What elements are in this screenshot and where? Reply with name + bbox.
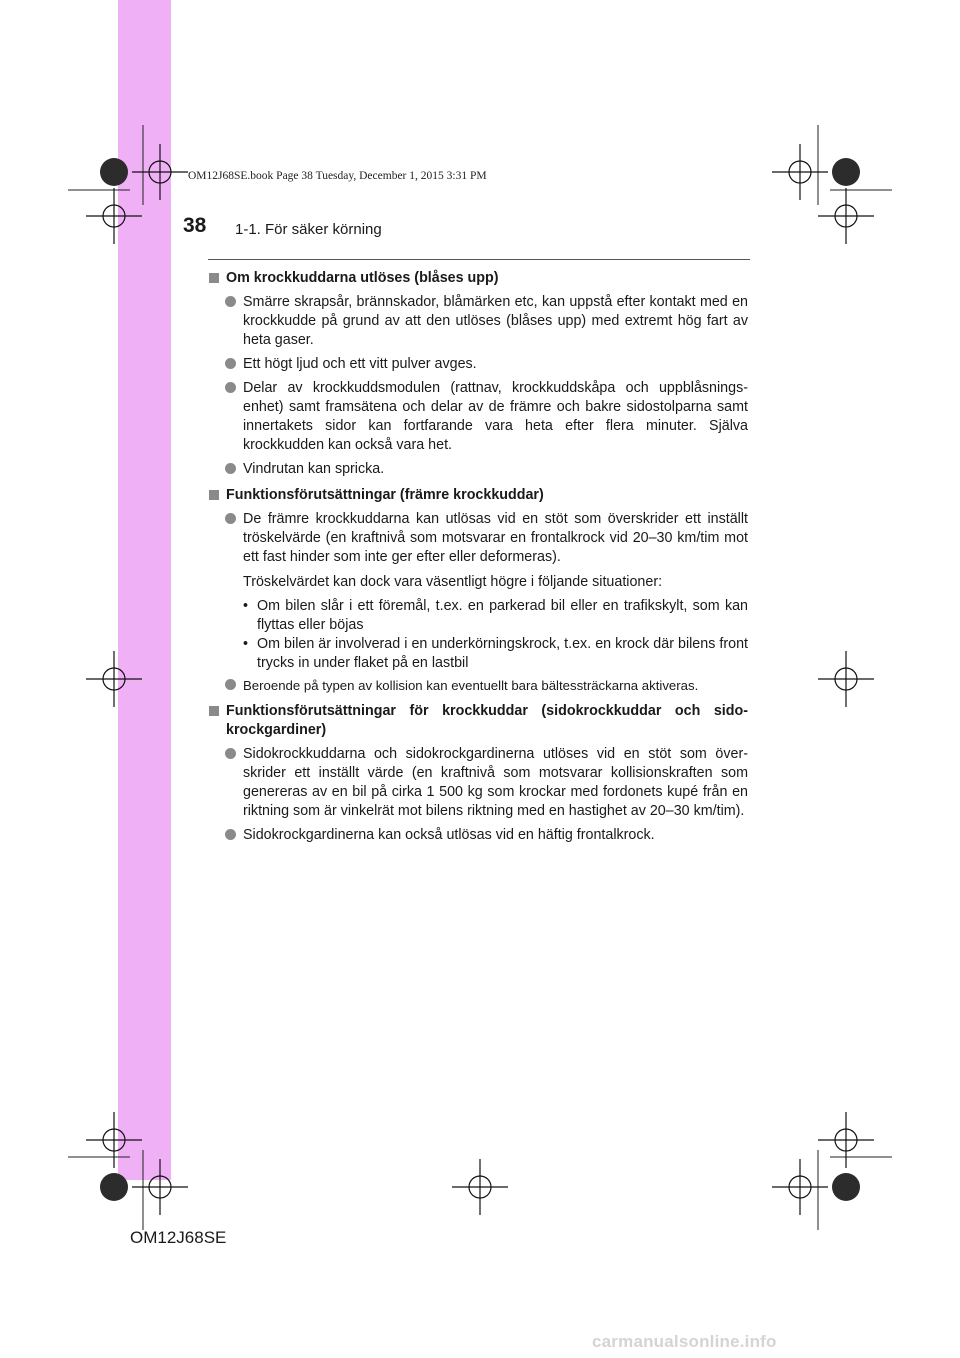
registration-disc [100, 1173, 128, 1201]
crosshair-target [86, 651, 142, 707]
circle-bullet-icon [225, 358, 236, 369]
square-bullet-icon [209, 706, 219, 716]
crosshair-target [818, 188, 874, 244]
sub-list-item: • Om bilen är involverad i en underkörningskrock, t.ex. en krock där bilens front trycks in under flaket på en lastbil [243, 636, 748, 671]
circle-bullet-icon [225, 463, 236, 474]
circle-bullet-icon [225, 296, 236, 307]
list-item: Beroende på typen av kollision kan eventuellt bara bältessträckarna aktiveras. [225, 676, 748, 695]
section-heading: Funktionsförutsättningar för krockkuddar (sidokrockkuddar och sido-krockgardiner) [208, 702, 748, 740]
page-content [208, 265, 748, 845]
section-heading: Om krockkuddarna utlöses (blåses upp) [208, 269, 748, 288]
list-item: Ett högt ljud och ett vitt pulver avges. [225, 355, 748, 374]
list-item: Sidokrockgardinerna kan också utlösas vid en häftig frontalkrock. [225, 826, 748, 845]
page-number: 38 [183, 214, 207, 237]
watermark: carmanualsonline.info [592, 1332, 777, 1351]
footer-code: OM12J68SE [130, 1228, 227, 1247]
crosshair-target [772, 1159, 828, 1215]
list-item: Delar av krockkuddsmodulen (rattnav, krockkuddskåpa och uppblåsnings-enhet) samt framsätena och delar av de främre och bakre sidostolparna samt innertakets sidor kan fortfarande vara heta efter flera minuter. Själva krockkudden kan också vara het. [225, 379, 748, 455]
sub-list-item: • Om bilen slår i ett föremål, t.ex. en parkerad bil eller en trafikskylt, som kan flyttas eller böjas [243, 598, 748, 633]
crosshair-target [132, 1159, 188, 1215]
circle-bullet-icon [225, 513, 236, 524]
circle-bullet-icon [225, 829, 236, 840]
list-item: Smärre skrapsår, brännskador, blåmärken etc, kan uppstå efter kontakt med en krockkudde på grund av att den utlöses (blåses upp) med extremt hög fart av heta gaser. [225, 293, 748, 350]
registration-disc [100, 158, 128, 186]
square-bullet-icon [209, 273, 219, 283]
crosshair-target [86, 1112, 142, 1168]
crosshair-target [452, 1159, 508, 1215]
crosshair-target [132, 144, 188, 200]
paragraph: Tröskelvärdet kan dock vara väsentligt högre i följande situationer: [243, 574, 663, 590]
registration-disc [832, 158, 860, 186]
registration-disc [832, 1173, 860, 1201]
circle-bullet-icon [225, 748, 236, 759]
crosshair-target [818, 1112, 874, 1168]
circle-bullet-icon [225, 382, 236, 393]
file-stamp: OM12J68SE.book Page 38 Tuesday, December 1, 2015 3:31 PM [188, 170, 487, 182]
square-bullet-icon [209, 490, 219, 500]
header-rule [208, 259, 750, 260]
section-title: 1-1. För säker körning [235, 221, 382, 238]
circle-bullet-icon [225, 679, 236, 690]
list-item: Sidokrockkuddarna och sidokrockgardinerna utlöses vid en stöt som över-skrider ett inställt värde (en kraftnivå som motsvarar kollisionskraften som genereras av en bil på cirka 1 500 kg som krockar med fordonets kupé från en riktning som är vinkelrät mot bilens riktning med en hastighet av 20–30 km/tim). [225, 745, 748, 821]
section-heading: Funktionsförutsättningar (främre krockkuddar) [208, 486, 748, 505]
crosshair-target [772, 144, 828, 200]
crosshair-target [86, 188, 142, 244]
crosshair-target [818, 651, 874, 707]
list-item: De främre krockkuddarna kan utlösas vid en stöt som överskrider ett inställt tröskelvärde (en kraftnivå som motsvarar en frontalkrock vid 20–30 km/tim mot ett fast hinder som inte ger efter eller deformeras). [225, 510, 748, 567]
list-item: Vindrutan kan spricka. [225, 460, 748, 479]
